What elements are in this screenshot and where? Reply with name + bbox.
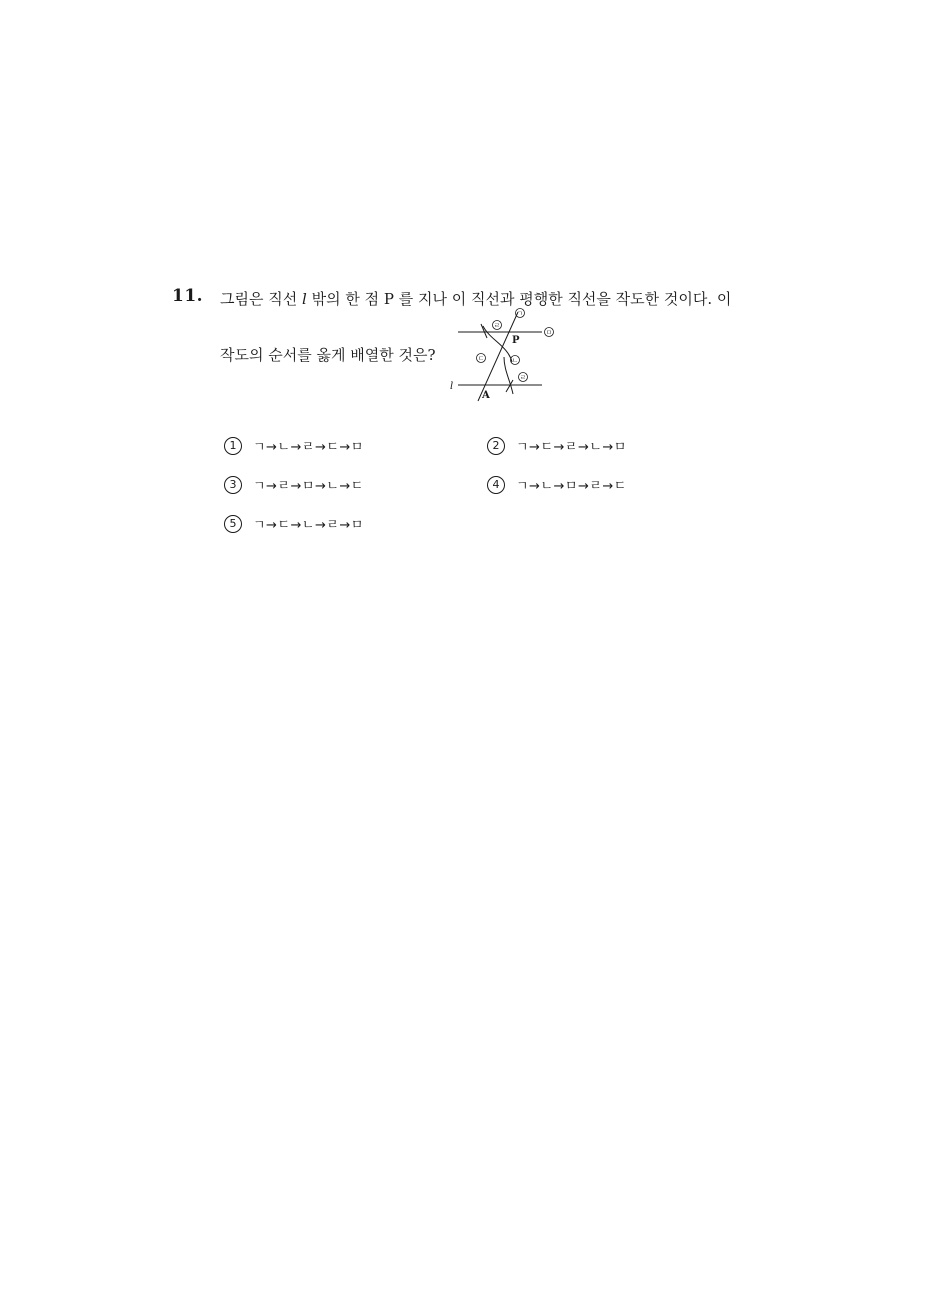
choice-1-text: ㄱ→ㄴ→ㄹ→ㄷ→ㅁ bbox=[253, 440, 364, 455]
choice-4-number: 4 bbox=[487, 476, 505, 494]
construction-figure bbox=[446, 304, 558, 408]
line-variable-l: l bbox=[302, 290, 307, 308]
choice-3-number: 3 bbox=[224, 476, 242, 494]
choice-5[interactable] bbox=[224, 514, 364, 533]
mark-mieum-text: ㅁ bbox=[545, 328, 553, 337]
line-l-label: l bbox=[450, 381, 454, 392]
question-text-line2: 작도의 순서를 옳게 배열한 것은? bbox=[220, 346, 436, 364]
mark-rieul-bottom bbox=[519, 373, 528, 382]
choice-3-text: ㄱ→ㄹ→ㅁ→ㄴ→ㄷ bbox=[253, 479, 364, 494]
mark-giyeok-text: ㄱ bbox=[516, 309, 524, 318]
mark-nieun bbox=[511, 356, 520, 365]
point-p-label: P bbox=[512, 335, 520, 346]
mark-rieul bbox=[493, 321, 502, 330]
question-number: 11. bbox=[172, 286, 204, 306]
choice-3[interactable] bbox=[224, 475, 364, 494]
mark-rieul-bottom-text: ㄹ bbox=[519, 373, 527, 382]
question-text-part1: 그림은 직선 bbox=[220, 290, 302, 308]
mark-mieum bbox=[545, 328, 554, 337]
choice-2-number: 2 bbox=[487, 437, 505, 455]
choice-1-number: 1 bbox=[224, 437, 242, 455]
point-a-label: A bbox=[482, 390, 490, 401]
construction-diagram bbox=[446, 304, 558, 408]
choice-5-number: 5 bbox=[224, 515, 242, 533]
mark-digeut-text: ㄷ bbox=[477, 354, 485, 363]
question-text-part2: 밖의 한 점 P 를 지나 이 직선과 평행한 직선을 작도한 것이다. 이 bbox=[306, 290, 732, 308]
mark-digeut bbox=[477, 354, 486, 363]
choice-5-text: ㄱ→ㄷ→ㄴ→ㄹ→ㅁ bbox=[253, 518, 364, 533]
choice-2-text: ㄱ→ㄷ→ㄹ→ㄴ→ㅁ bbox=[516, 440, 627, 455]
mark-rieul-text: ㄹ bbox=[493, 321, 501, 330]
mark-giyeok bbox=[516, 309, 525, 318]
choice-4[interactable] bbox=[487, 475, 627, 494]
choice-4-text: ㄱ→ㄴ→ㅁ→ㄹ→ㄷ bbox=[516, 479, 627, 494]
choice-1[interactable] bbox=[224, 436, 364, 455]
mark-nieun-text: ㄴ bbox=[511, 356, 519, 365]
choice-2[interactable] bbox=[487, 436, 627, 455]
